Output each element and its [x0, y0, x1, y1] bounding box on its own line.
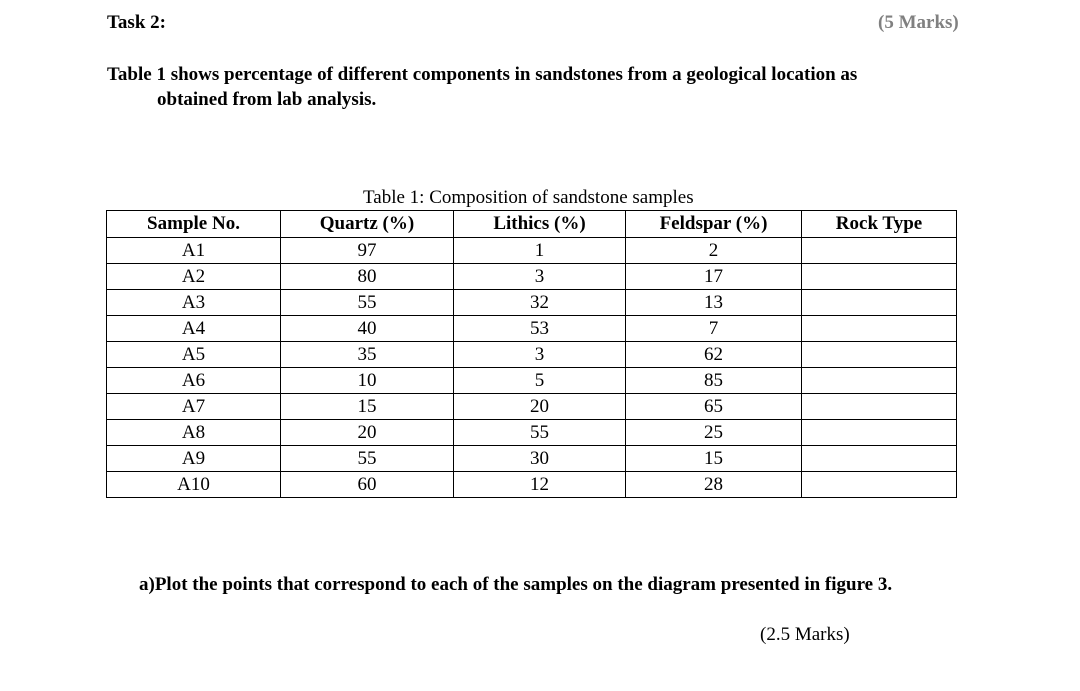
table-body [107, 238, 957, 498]
cell-rock-type[interactable] [802, 420, 957, 446]
cell-quartz: 10 [281, 368, 454, 394]
cell-feldspar: 85 [626, 368, 802, 394]
cell-feldspar: 15 [626, 446, 802, 472]
cell-sample-no: A6 [107, 368, 281, 394]
cell-sample-no: A10 [107, 472, 281, 498]
intro-paragraph [107, 62, 1007, 112]
cell-rock-type[interactable] [802, 472, 957, 498]
cell-rock-type[interactable] [802, 368, 957, 394]
table-row [107, 290, 957, 316]
cell-quartz: 55 [281, 290, 454, 316]
cell-sample-no: A2 [107, 264, 281, 290]
cell-quartz: 40 [281, 316, 454, 342]
cell-lithics: 20 [454, 394, 626, 420]
cell-feldspar: 2 [626, 238, 802, 264]
table-header-row [107, 211, 957, 238]
cell-sample-no: A9 [107, 446, 281, 472]
cell-quartz: 15 [281, 394, 454, 420]
task-title: Task 2: [107, 12, 166, 33]
cell-rock-type[interactable] [802, 394, 957, 420]
cell-feldspar: 17 [626, 264, 802, 290]
cell-lithics: 3 [454, 342, 626, 368]
cell-lithics: 55 [454, 420, 626, 446]
table-row [107, 264, 957, 290]
composition-table [106, 210, 957, 498]
intro-line-1: Table 1 shows percentage of different components in sandstones from a geological location as [107, 64, 858, 85]
table-row [107, 342, 957, 368]
cell-feldspar: 25 [626, 420, 802, 446]
cell-rock-type[interactable] [802, 264, 957, 290]
cell-feldspar: 7 [626, 316, 802, 342]
question-a-marks: (2.5 Marks) [760, 624, 850, 645]
cell-lithics: 3 [454, 264, 626, 290]
header-rock-type: Rock Type [802, 211, 957, 238]
cell-sample-no: A3 [107, 290, 281, 316]
cell-rock-type[interactable] [802, 290, 957, 316]
table-row [107, 394, 957, 420]
cell-quartz: 60 [281, 472, 454, 498]
cell-sample-no: A4 [107, 316, 281, 342]
intro-line-2: obtained from lab analysis. [157, 89, 377, 110]
header-feldspar: Feldspar (%) [626, 211, 802, 238]
cell-lithics: 32 [454, 290, 626, 316]
cell-quartz: 20 [281, 420, 454, 446]
table-row [107, 446, 957, 472]
table-row [107, 472, 957, 498]
cell-quartz: 55 [281, 446, 454, 472]
cell-sample-no: A7 [107, 394, 281, 420]
table-caption: Table 1: Composition of sandstone samples [363, 187, 694, 208]
cell-lithics: 30 [454, 446, 626, 472]
cell-quartz: 97 [281, 238, 454, 264]
table-row [107, 368, 957, 394]
cell-sample-no: A8 [107, 420, 281, 446]
task-marks: (5 Marks) [878, 12, 959, 33]
cell-quartz: 80 [281, 264, 454, 290]
cell-quartz: 35 [281, 342, 454, 368]
table-row [107, 238, 957, 264]
cell-rock-type[interactable] [802, 316, 957, 342]
header-quartz: Quartz (%) [281, 211, 454, 238]
cell-rock-type[interactable] [802, 446, 957, 472]
table-row [107, 316, 957, 342]
cell-sample-no: A5 [107, 342, 281, 368]
question-a: a)Plot the points that correspond to each of the samples on the diagram presented in figure 3. [139, 574, 893, 595]
table-row [107, 420, 957, 446]
cell-rock-type[interactable] [802, 238, 957, 264]
header-sample-no: Sample No. [107, 211, 281, 238]
cell-lithics: 1 [454, 238, 626, 264]
cell-feldspar: 13 [626, 290, 802, 316]
cell-feldspar: 28 [626, 472, 802, 498]
cell-lithics: 5 [454, 368, 626, 394]
cell-sample-no: A1 [107, 238, 281, 264]
cell-rock-type[interactable] [802, 342, 957, 368]
cell-lithics: 53 [454, 316, 626, 342]
header-lithics: Lithics (%) [454, 211, 626, 238]
cell-lithics: 12 [454, 472, 626, 498]
cell-feldspar: 65 [626, 394, 802, 420]
cell-feldspar: 62 [626, 342, 802, 368]
